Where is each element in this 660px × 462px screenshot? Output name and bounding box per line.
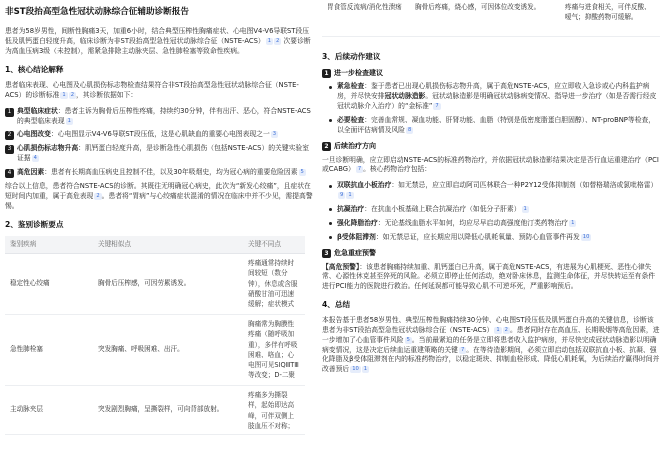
item-number: 2 <box>5 131 14 140</box>
list-item: 必要检查：完善血常规、凝血功能、肝肾功能、血脂（特别是低密度脂蛋白胆固醇）、NT-proBNP等检查，以全面评估病情及风险 8 <box>326 116 660 136</box>
report-title: 非ST段抬高型急性冠状动脉综合征辅助诊断报告 <box>5 7 189 17</box>
list-item: 紧急检查：鉴于患者已出现心肌损伤标志物升高，属于高危NSTE-ACS，应立即收入急诊或心内科监护病房，并尽快安排冠状动脉造影。冠状动脉造影是明确冠状动脉病变情况、指导进一步治疗（如是否需行经皮冠状动脉介入治疗）的“金标准” 7 <box>326 82 660 112</box>
citation-badge[interactable]: 10 <box>352 366 359 373</box>
citation-badge[interactable]: 1 <box>496 326 500 333</box>
table-row <box>5 386 305 435</box>
citation-badge[interactable]: 10 <box>582 233 590 240</box>
further-tests-list <box>326 82 660 135</box>
citation-badge[interactable]: 7 <box>357 166 362 173</box>
list-item: 4 高危因素：患者有长期高血压病史且控制不佳，以及30年吸烟史，均为冠心病的重要危险因素 5 <box>5 168 313 178</box>
left-column <box>5 0 313 462</box>
table-cell: 主动脉夹层 <box>5 386 93 435</box>
differential-table <box>5 236 305 436</box>
section-core-conclusion-heading: 1、核心结论解释 <box>5 64 64 74</box>
item-number: 4 <box>5 169 14 178</box>
table-cell: 稳定性心绞痛 <box>5 254 93 315</box>
table-cell: 胃食管反流病/消化性溃疡 <box>322 0 410 37</box>
diagnosis-basis-list <box>5 107 313 178</box>
citation-badge[interactable]: 1 <box>267 38 272 45</box>
citation-badge[interactable]: 2 <box>276 38 280 45</box>
differential-table-continued <box>322 0 660 37</box>
subsection-critical-warning-heading: 3 危急重症预警 <box>322 248 660 258</box>
column-header: 关键相似点 <box>93 236 243 254</box>
table-header-row <box>5 236 305 254</box>
citation-badge[interactable]: 8 <box>407 126 412 133</box>
citation-badge[interactable]: 5 <box>300 169 304 176</box>
citation-badge[interactable]: 7 <box>460 346 465 353</box>
citation-badge[interactable]: 5 <box>406 336 410 343</box>
table-row <box>322 0 660 37</box>
table-cell: 突发剧烈胸痛，呈撕裂样，可向背部放射。 <box>93 386 243 435</box>
section-summary-heading: 4、总结 <box>322 300 351 310</box>
column-header: 关键不同点 <box>243 236 305 254</box>
right-column <box>322 0 660 462</box>
table-cell: 胸骨后疼痛，烧心感，可因体位改变诱发。 <box>410 0 560 37</box>
citation-badge[interactable]: 1 <box>348 192 352 199</box>
list-item: 2 心电图改变：心电图显示V4-V6导联ST段压低，这是心肌缺血的重要心电图表现之一 3 <box>5 130 313 140</box>
table-cell: 胸痛常为胸膜性疼痛（随呼吸加重），多伴有呼吸困难、咯血；心电图可见SⅠQⅢTⅢ等改变；D-二聚 <box>243 315 305 386</box>
table-row <box>5 254 305 315</box>
list-item: 3 心肌损伤标志物升高：肌钙蛋白轻度升高，是诊断急性心肌损伤（包括NSTE-ACS）的关键实验室证据 4 <box>5 144 313 164</box>
treatment-list <box>326 181 660 242</box>
table-row <box>5 315 305 386</box>
table-cell: 急性肺栓塞 <box>5 315 93 386</box>
core-conclusion-paragraph: 患者临床表现、心电图及心肌损伤标志物检查结果符合非ST段抬高型急性冠状动脉综合征（NSTE-ACS）的诊断标准 1 2 ，其诊断依据如下： <box>5 80 299 99</box>
table-cell: 疼痛多为撕裂样，起始即达高峰，可伴双侧上肢血压不对称； <box>243 386 305 435</box>
citation-badge[interactable]: 1 <box>67 117 71 124</box>
summary-paragraph: 综合以上信息，患者符合NSTE-ACS的诊断。其既往无明确冠心病史，此次为“新发心绞痛”，且症状在短时间内加重，属于高危表现 2 。患者将“胃病”与心绞痛症状混淆的情况在临床中并不少见，需提高警惕。 <box>5 182 313 210</box>
critical-warning-paragraph: 【高危预警】：该患者胸痛持续加重、肌钙蛋白已升高，属于高危NSTE-ACS，有进展为心肌梗死、恶性心律失常、心源性休克甚至猝死的风险。必须立即停止任何活动，绝对卧床休息，监测生命体征，并尽快转运至有条件进行PCI能力的医院进行救治。任何延误都可能导致心肌不可逆坏死，严重影响预后。 <box>322 262 656 291</box>
citation-badge[interactable]: 1 <box>363 366 368 373</box>
intro-paragraph: 患者为58岁男性，间断性胸痛3天，加重6小时，结合典型压榨性胸痛症状、心电图V4-V6导联ST段压低及肌钙蛋白轻度升高，临床诊断为非ST段抬高型急性冠状动脉综合征（NSTE-ACS） 1 2 次要诊断为高血压病3级（未控制），需紧急排除主动脉夹层、急性肺栓塞等致命性疾病。 <box>5 27 311 56</box>
summary-paragraph: 本报告基于患者58岁男性、典型压榨性胸痛持续30分钟、心电图ST段压低及肌钙蛋白升高的关键信息，诊断该患者为非ST段抬高型急性冠状动脉综合征（NSTE-ACS） 1 2 。患者同时存在高血压、长期吸烟等高危因素，进一步增加了心血管事件风险 5 。当前最紧迫的任务是立即将患者收入监护病房，并尽快完成冠状动脉造影以明确病变情况，这是决定后续血运重建策略的关键 7 。在等待造影期间，必须立即启动包括双联抗血小板、抗凝、强化降脂及β受体阻滞剂在内的标准药物治疗，以稳定斑块、抑制血栓形成、降低心肌耗氧，为后续治疗赢得时间并改善预后 10 1 <box>322 316 660 374</box>
subsection-further-tests-heading: 1 进一步检查建议 <box>322 68 660 78</box>
list-item: 强化降脂治疗：无论基线血脂水平如何，均应尽早启动高强度他汀类药物治疗 1 <box>326 219 660 229</box>
list-item: 抗凝治疗：在抗血小板基础上联合抗凝治疗（如低分子肝素） 1 <box>326 205 660 215</box>
table-cell: 突发胸痛、呼吸困难、出汗。 <box>93 315 243 386</box>
citation-badge[interactable]: 2 <box>504 326 508 333</box>
list-item: 双联抗血小板治疗：如无禁忌，应立即启动阿司匹林联合一种P2Y12受体抑制剂（如替格瑞洛或氯吡格雷）9 1 <box>326 181 660 201</box>
list-item: β受体阻滞剂：如无禁忌证，应长期应用以降低心肌耗氧量、预防心血管事件再发 10 <box>326 233 660 243</box>
table-cell: 疼痛与进食相关，可伴反酸、嗳气；抑酸药物可缓解。 <box>560 0 660 37</box>
citation-badge[interactable]: 2 <box>70 91 74 98</box>
citation-badge[interactable]: 7 <box>435 102 439 109</box>
citation-badge[interactable]: 2 <box>96 192 100 199</box>
treatment-intro: 一旦诊断明确，应立即启动NSTE-ACS的标准药物治疗，并依据冠状动脉造影结果决定是否行血运重建治疗（PCI或CABG） 7 。核心药物治疗包括： <box>322 155 659 174</box>
table-cell: 疼痛通常持续时间较短（数分钟），休息或含服硝酸甘油可迅速缓解；症状模式 <box>243 254 305 315</box>
citation-badge[interactable]: 3 <box>272 131 277 138</box>
section-differential-heading: 2、鉴别诊断要点 <box>5 219 64 229</box>
section-followup-heading: 3、后续动作建议 <box>322 52 381 61</box>
citation-badge[interactable]: 1 <box>523 205 527 212</box>
item-number: 3 <box>5 145 14 154</box>
list-item: 1 典型临床症状：患者主诉为胸骨后压榨性疼痛，持续约30分钟，伴有出汗、恶心，符合NSTE-ACS的典型临床表现 1 <box>5 107 313 127</box>
citation-badge[interactable]: 9 <box>340 192 344 199</box>
citation-badge[interactable]: 1 <box>571 219 575 226</box>
item-number: 1 <box>5 108 14 117</box>
subsection-treatment-heading: 2 后续治疗方向 <box>322 141 660 151</box>
citation-badge[interactable]: 1 <box>62 91 66 98</box>
citation-badge[interactable]: 4 <box>33 155 37 162</box>
column-header: 鉴别疾病 <box>5 236 93 254</box>
table-cell: 胸骨后压榨感，可因劳累诱发。 <box>93 254 243 315</box>
